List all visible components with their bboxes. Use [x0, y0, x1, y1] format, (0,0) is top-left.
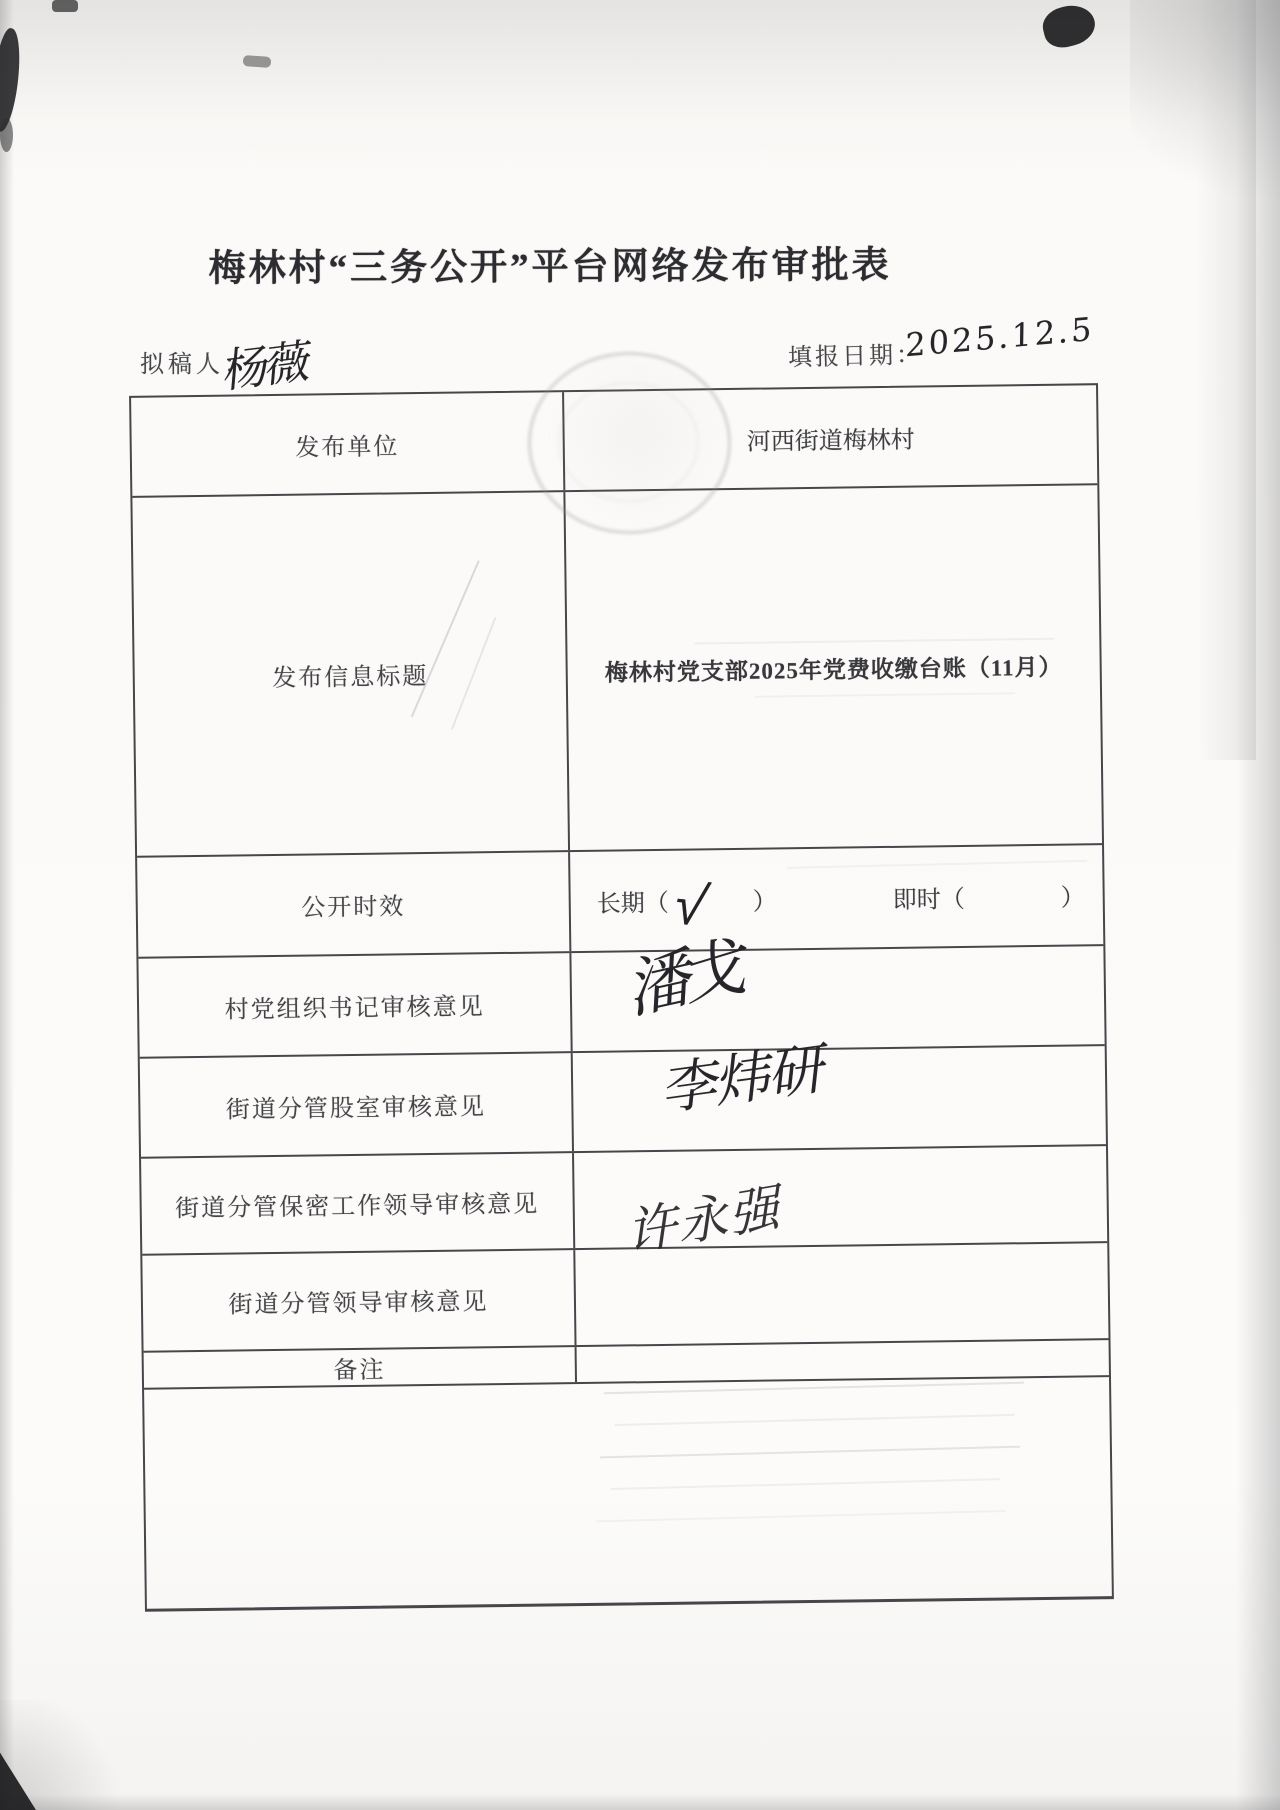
report-date-label: 填报日期： — [787, 342, 924, 372]
drafter-signature: 杨薇 — [221, 333, 310, 399]
option-immediate: 即时（ — [892, 886, 965, 914]
scan-artifact-bottom-edge — [0, 1794, 1280, 1810]
option-long-term-close: ） — [752, 889, 777, 916]
row-label: 发布信息标题 — [132, 492, 570, 856]
row-label: 备注 — [144, 1347, 577, 1388]
scan-artifact-right-edge — [1236, 0, 1280, 1810]
report-date-value: 2025.12.5 — [905, 309, 1095, 365]
row-label: 街道分管保密工作领导审核意见 — [141, 1153, 575, 1254]
option-long-term: 长期（ — [596, 890, 669, 918]
table-row-village-secretary-review — [138, 946, 1104, 1059]
row-value: 河西街道梅林村 — [746, 427, 915, 456]
scan-artifact-streak — [600, 1446, 1020, 1459]
table-row-secrecy-leader-review — [141, 1146, 1107, 1263]
row-label: 街道分管领导审核意见 — [142, 1250, 576, 1351]
table-row-street-leader-review — [142, 1243, 1108, 1353]
row-label: 发布单位 — [131, 392, 565, 496]
review-cell — [573, 1046, 1106, 1151]
review-cell — [575, 1243, 1108, 1345]
scan-artifact-top-left-blob — [0, 118, 13, 152]
approval-table — [129, 383, 1114, 1612]
scan-artifact-top-right-shade — [1130, 0, 1280, 240]
scan-artifact-title-dash — [243, 55, 272, 68]
faint-round-stamp-inner — [558, 382, 699, 502]
table-row-street-office-review — [140, 1046, 1106, 1159]
option-immediate-close: ） — [1060, 885, 1085, 912]
row-label: 街道分管股室审核意见 — [140, 1053, 574, 1157]
row-label: 村党组织书记审核意见 — [138, 953, 572, 1057]
page-title: 梅林村“三务公开”平台网络发布审批表 — [208, 245, 892, 290]
table-row-info-title — [132, 485, 1102, 858]
signature-street-office: 李炜研 — [661, 1035, 830, 1124]
remarks-cell — [577, 1340, 1109, 1382]
signature-secrecy-leader: 许永强 — [626, 1175, 790, 1263]
scan-artifact-streak — [610, 1478, 1000, 1490]
signature-village-secretary: 潘戈 — [629, 927, 744, 1030]
scan-artifact-streak — [596, 1510, 1006, 1522]
row-value: 梅林村党支部2025年党费收缴台账（11月） — [604, 654, 1063, 686]
scan-artifact-streak — [604, 1382, 1024, 1395]
row-label: 公开时效 — [137, 852, 571, 957]
scan-artifact-left-edge — [0, 0, 14, 1810]
drafter-label: 拟稿人： — [140, 352, 252, 378]
scan-artifact-streak — [615, 1414, 1015, 1426]
checkmark: √ — [666, 872, 714, 940]
scan-artifact-top-dash — [52, 0, 78, 12]
